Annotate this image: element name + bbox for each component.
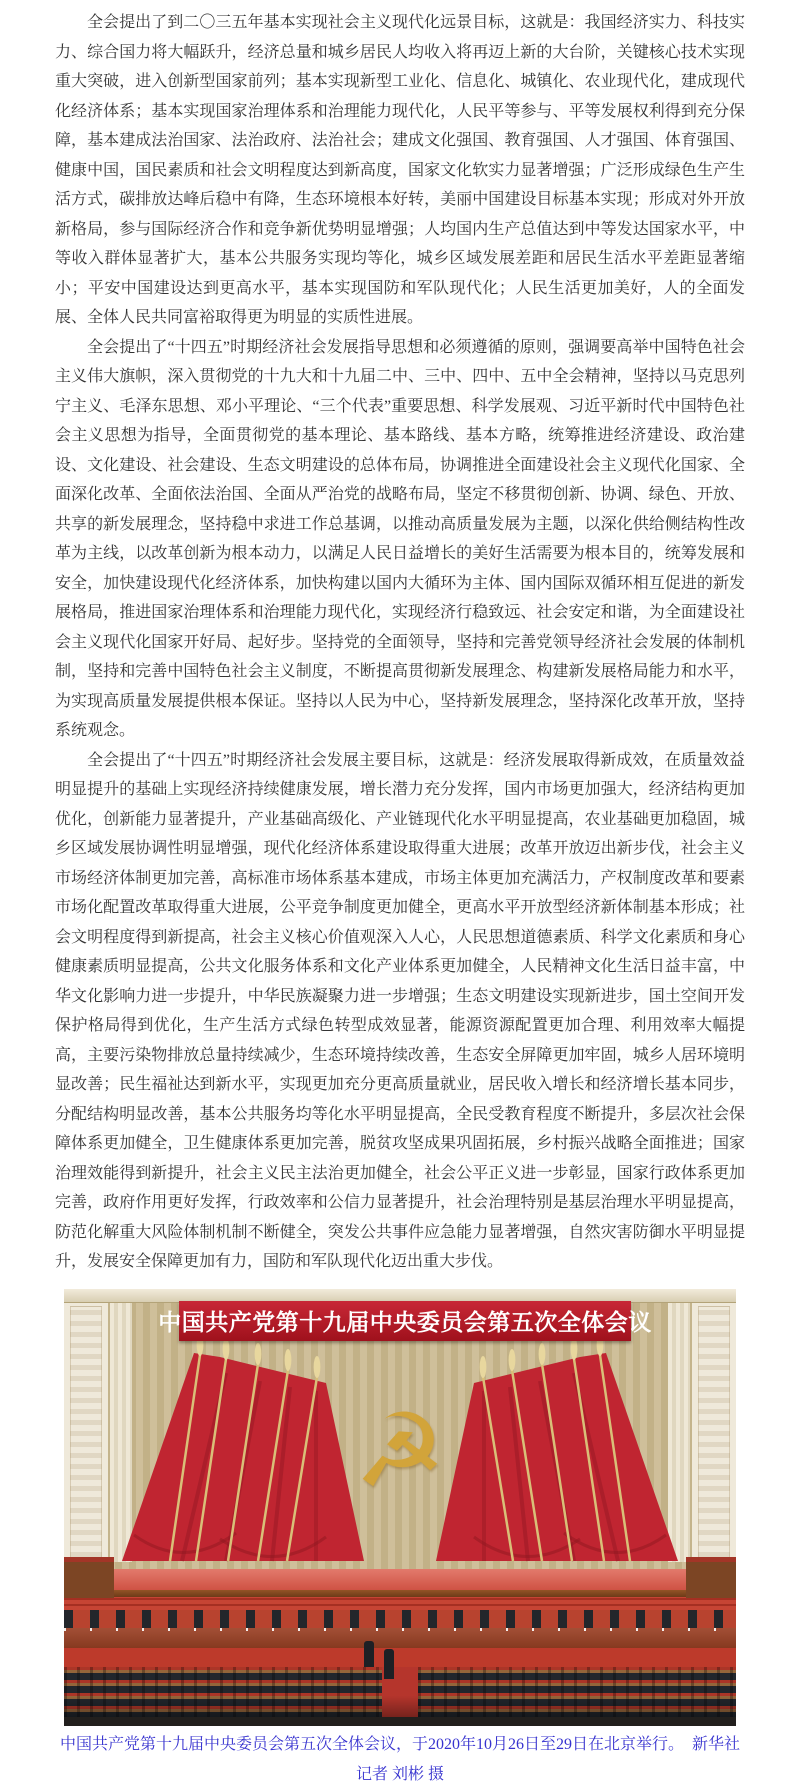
- stage-steps: [64, 1597, 736, 1610]
- red-flags-right: [436, 1334, 678, 1561]
- paragraph-2035-goals: 全会提出了到二〇三五年基本实现社会主义现代化远景目标，这就是：我国经济实力、科技实力、综合国力将大幅跃升，经济总量和城乡居民人均收入将再迈上新的大台阶，关键核心技术实现重大突破，进入创新型国家前列；基本实现新型工业化、信息化、城镇化、农业现代化，建成现代化经济体系；基本实现国家治理体系和治理能力现代化，人民平等参与、平等发展权利得到充分保障，基本建成法治国家、法治政府、法治社会；建成文化强国、教育强国、人才强国、体育强国、健康中国，国民素质和社会文明程度达到新高度，国家文化软实力显著增强；广泛形成绿色生产生活方式，碳排放达峰后稳中有降，生态环境根本好转，美丽中国建设目标基本实现；形成对外开放新格局，参与国际经济合作和竞争新优势明显增强；人均国内生产总值达到中等发达国家水平，中等收入群体显著扩大，基本公共服务实现均等化，城乡区域发展差距和居民生活水平差距显著缩小；平安中国建设达到更高水平，基本实现国防和军队现代化；人民生活更加美好，人的全面发展、全体人民共同富裕取得更为明显的实质性进展。: [55, 14, 745, 326]
- audience-area: [64, 1667, 736, 1719]
- meeting-photo-figure: [64, 1289, 736, 1726]
- meeting-photo: [64, 1289, 736, 1726]
- photographer-figure: [364, 1641, 374, 1667]
- photo-caption: 中国共产党第十九届中央委员会第五次全体会议，于2020年10月26日至29日在北京举行。 新华社记者 刘彬 摄: [59, 1735, 740, 1783]
- paragraph-guiding-principles: 全会提出了“十四五”时期经济社会发展指导思想和必须遵循的原则，强调要高举中国特色社会主义伟大旗帜，深入贯彻党的十九大和十九届二中、三中、四中、五中全会精神，坚持以马克思列宁主义、毛泽东思想、邓小平理论、“三个代表”重要思想、科学发展观、习近平新时代中国特色社会主义思想为指导，全面贯彻党的基本理论、基本路线、基本方略，统筹推进经济建设、政治建设、文化建设、社会建设、生态文明建设的总体布局，协调推进全面建设社会主义现代化国家、全面深化改革、全面依法治国、全面从严治党的战略布局，坚定不移贯彻创新、协调、绿色、开放、共享的新发展理念，坚持稳中求进工作总基调，以推动高质量发展为主题，以深化供给侧结构性改革为主线，以改革创新为根本动力，以满足人民日益增长的美好生活需要为根本目的，统筹发展和安全，加快建设现代化经济体系，加快构建以国内大循环为主体、国内国际双循环相互促进的新发展格局，推进国家治理体系和治理能力现代化，实现经济行稳致远、社会安定和谐，为全面建设社会主义现代化国家开好局、起好步。坚持党的全面领导，坚持和完善党领导经济社会发展的体制机制，坚持和完善中国特色社会主义制度，不断提高贯彻新发展理念、构建新发展格局能力和水平，为实现高质量发展提供根本保证。坚持以人民为中心，坚持新发展理念，坚持深化改革开放，坚持系统观念。: [55, 338, 745, 739]
- photographer-figure: [384, 1649, 394, 1679]
- stage-side-box-left: [64, 1557, 114, 1598]
- banner-text: 中国共产党第十九届中央委员会第五次全体会议: [158, 1309, 652, 1335]
- audience-block-right: [418, 1667, 736, 1719]
- stage-side-box-right: [686, 1557, 736, 1598]
- article-body: [55, 8, 745, 1277]
- hammer-sickle-icon: ☭: [354, 1391, 446, 1511]
- red-carpet-aisle: [64, 1648, 736, 1667]
- rostrum-table: [64, 1628, 736, 1648]
- paragraph-main-targets: 全会提出了“十四五”时期经济社会发展主要目标，这就是：经济发展取得新成效，在质量效益明显提升的基础上实现经济持续健康发展，增长潜力充分发挥，国内市场更加强大，经济结构更加优化，创新能力显著提升，产业基础高级化、产业链现代化水平明显提高，农业基础更加稳固，城乡区域发展协调性明显增强，现代化经济体系建设取得重大进展；改革开放迈出新步伐，社会主义市场经济体制更加完善，高标准市场体系基本建成，市场主体更加充满活力，产权制度改革和要素市场化配置改革取得重大进展，公平竞争制度更加健全，更高水平开放型经济新体制基本形成；社会文明程度得到新提高，社会主义核心价值观深入人心，人民思想道德素质、科学文化素质和身心健康素质明显提高，公共文化服务体系和文化产业体系更加健全，人民精神文化生活日益丰富，中华文化影响力进一步提升，中华民族凝聚力进一步增强；生态文明建设实现新进步，国土空间开发保护格局得到优化，生产生活方式绿色转型成效显著，能源资源配置更加合理、利用效率大幅提高，主要污染物排放总量持续减少，生态环境持续改善，生态安全屏障更加牢固，城乡人居环境明显改善；民生福祉达到新水平，实现更加充分更高质量就业，居民收入增长和经济增长基本同步，分配结构明显改善，基本公共服务均等化水平明显提高，全民受教育程度不断提升，多层次社会保障体系更加健全，卫生健康体系更加完善，脱贫攻坚成果巩固拓展，乡村振兴战略全面推进；国家治理效能得到新提升，社会主义民主法治更加健全，社会公平正义进一步彰显，国家行政体系更加完善，政府作用更好发挥，行政效率和公信力显著提升，社会治理特别是基层治理水平明显提高，防范化解重大风险体制机制不断健全，突发公共事件应急能力显著增强，自然灾害防御水平明显提升，发展安全保障更加有力，国防和军队现代化迈出重大步伐。: [55, 751, 745, 1270]
- banner: [158, 1301, 652, 1341]
- photo-bottom-shadow: [64, 1717, 736, 1726]
- stage-edge-trim: [64, 1590, 736, 1597]
- rostrum-leaders-row: [64, 1610, 736, 1628]
- stage-floor: [64, 1569, 736, 1590]
- audience-block-left: [64, 1667, 382, 1719]
- red-flags-left: [122, 1334, 364, 1561]
